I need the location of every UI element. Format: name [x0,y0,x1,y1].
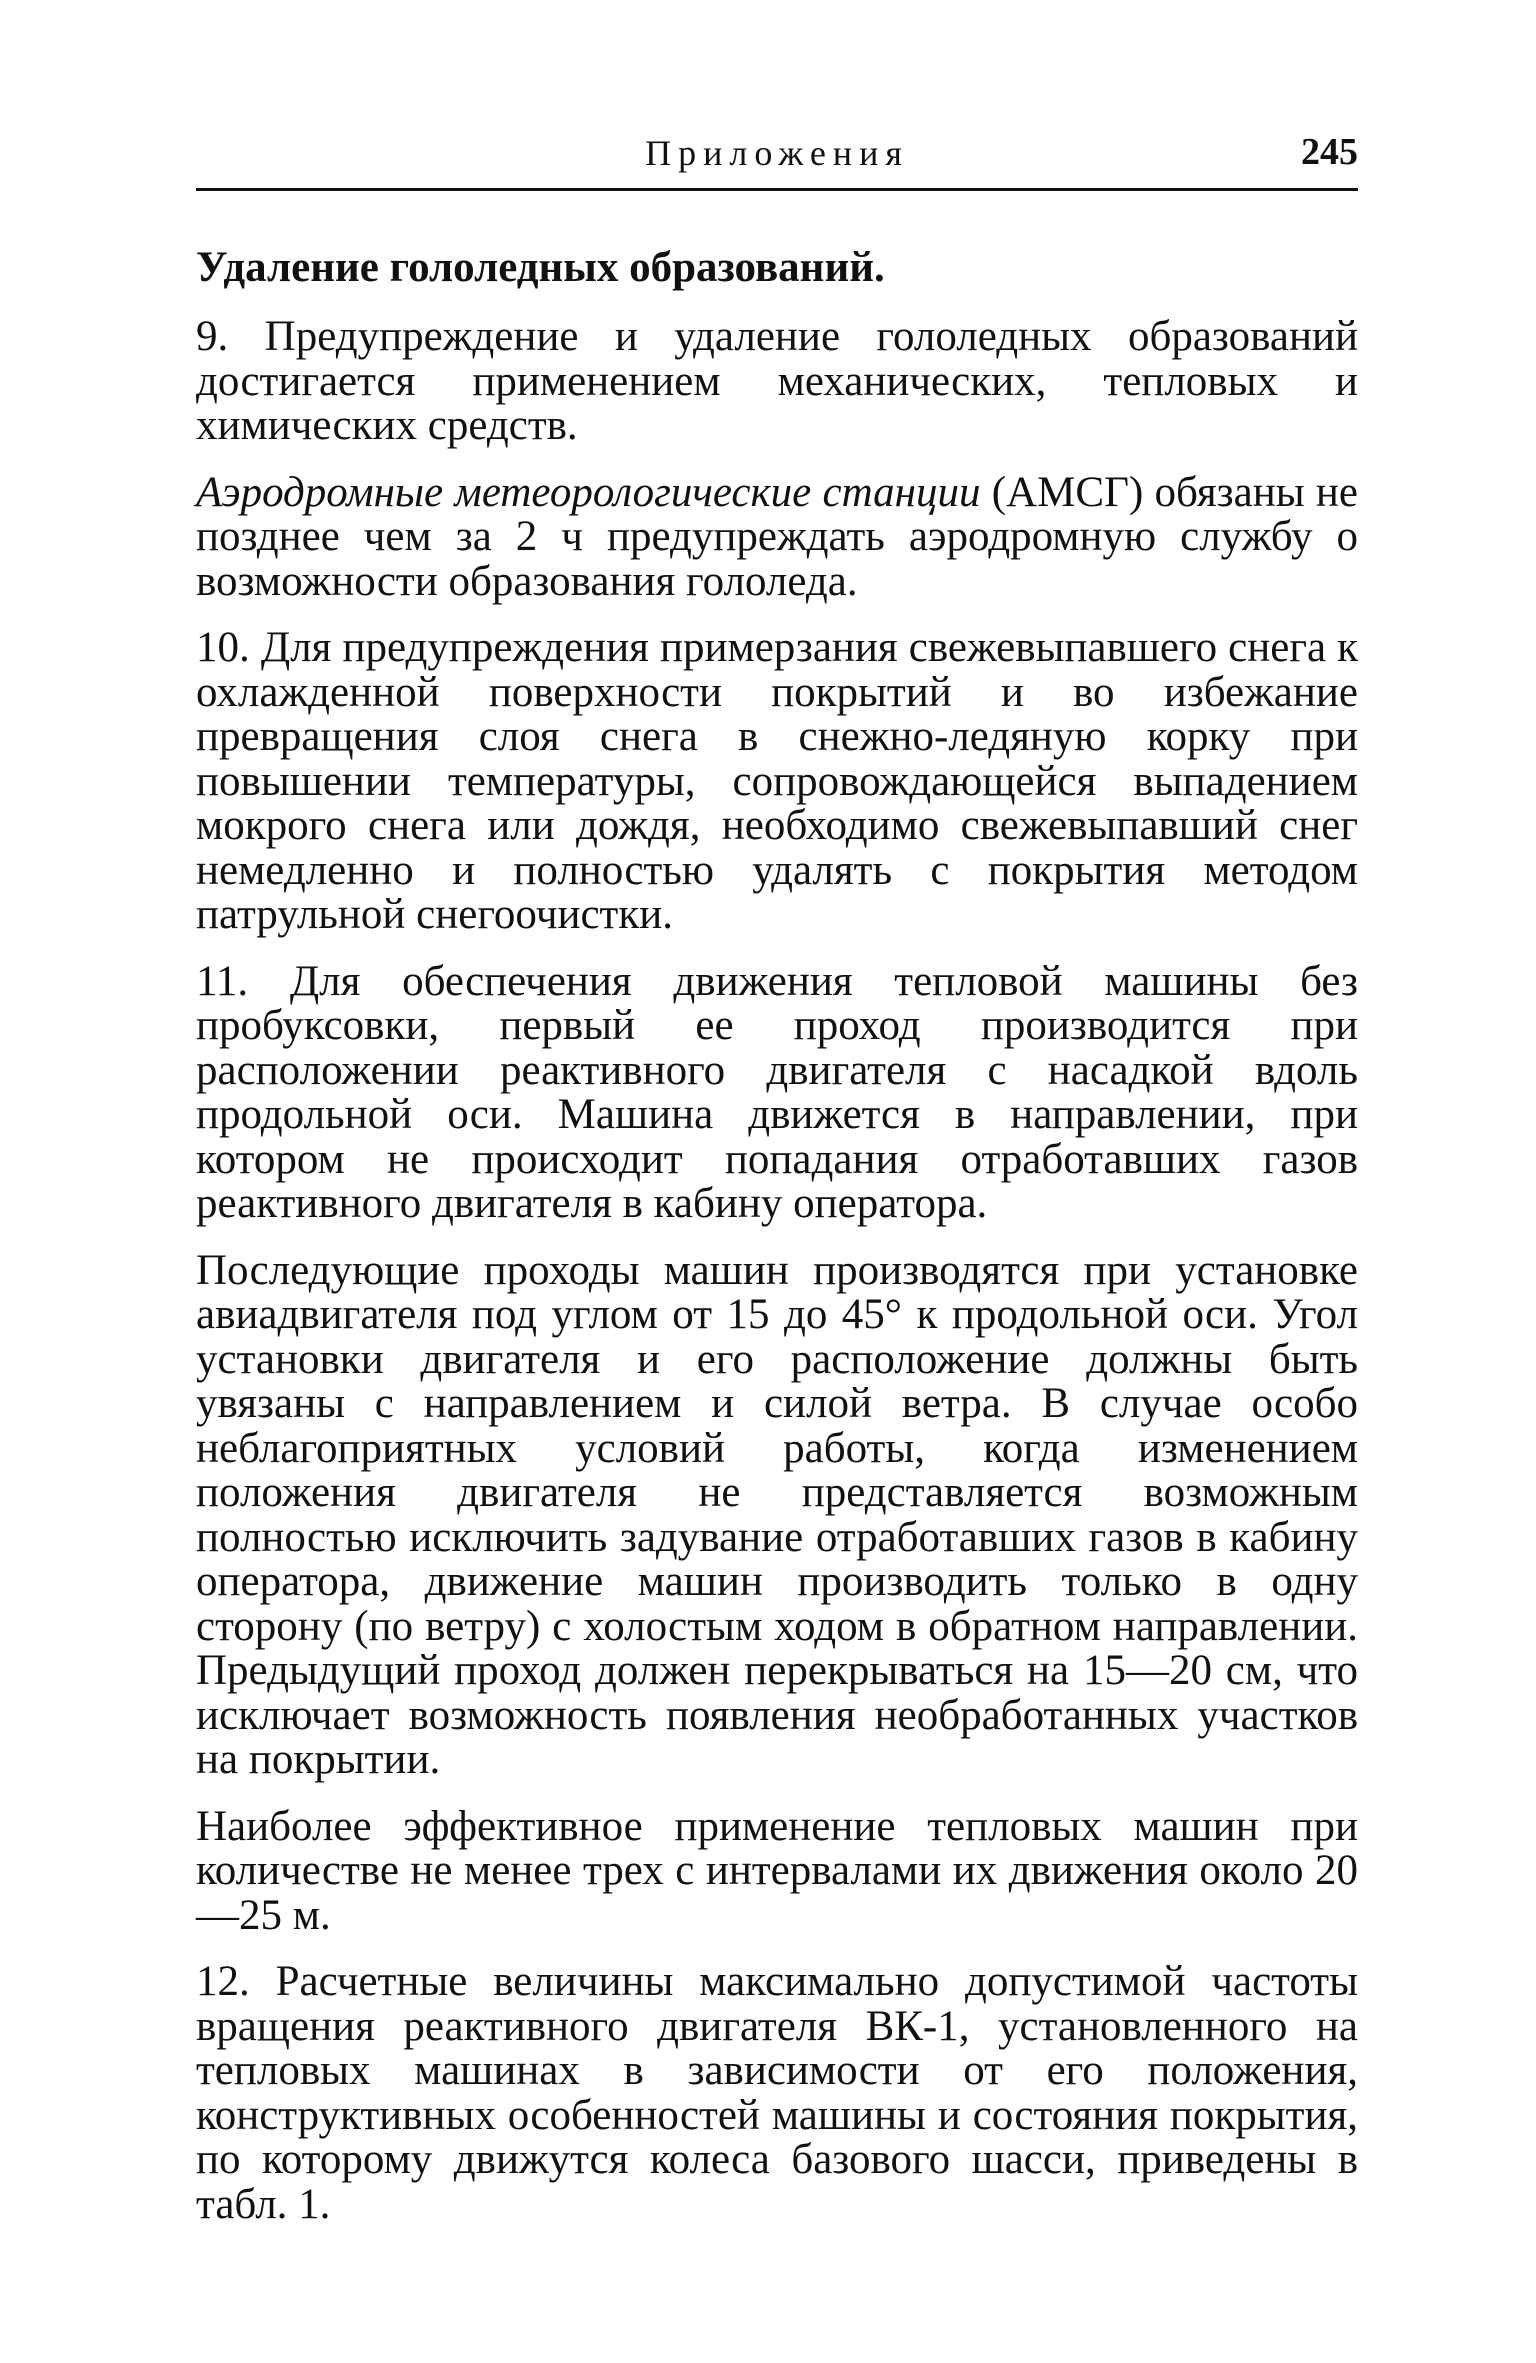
paragraph-effective-use [196,1802,1358,1939]
paragraph-11 [196,957,1358,1227]
page-number: 245 [1301,131,1358,173]
paragraph-9 [196,315,1358,449]
document-page [196,120,1358,2249]
paragraph-text: Наиболее эффективное применение тепловых машин при количестве не менее трех с интервалами их движения около 20—25 м. [196,1802,1358,1939]
paragraph-text: Последующие проходы машин производятся при установке авиадвигателя под углом от 15 до 45° к продольной оси. Угол установки двигателя и его расположение должны быть увязаны с направлением и силой ветра. В случае особо неблагоприятных условий работы, когда изменением положения двигателя не представляется возможным полностью исключить задувание отработавших газов в кабину оператора, движение машин производить только в одну сторону (по ветру) с холостым ходом в обратном направлении. Предыдущий проход должен перекрываться на 15—20 см, что исключает возможность появления необработанных участков на покрытии. [196,1246,1358,1783]
paragraph-amsg [196,468,1359,605]
running-header [196,120,1358,180]
section-heading: Удаление гололедных образований. [196,244,885,291]
header-rule [196,188,1358,191]
paragraph-text: 12. Расчетные величины максимально допустимой частоты вращения реактивного двигателя ВК-1, установленного на тепловых машинах в зависимости от его положения, конструктивных особенностей машины и состояния покрытия, по которому движутся колеса базового шасси, приведены в табл. 1. [196,1958,1358,2228]
paragraph-text: 10. Для предупреждения примерзания свежевыпавшего снега к охлажденной поверхности покрытий и во избежание превращения слоя снега в снежно-ледяную корку при повышении температуры, сопровождающейся выпадением мокрого снега или дождя, необходимо свежевыпавший снег немедленно и полностью удалять с покрытия методом патрульной снегоочистки. [196,624,1358,938]
running-title: Приложения [645,133,909,173]
paragraph-text: 9. Предупреждение и удаление гололедных образований достигается применением механических, тепловых и химических средств. [196,313,1358,449]
paragraph-text: 11. Для обеспечения движения тепловой машины без пробуксовки, первый ее проход производится при расположении реактивного двигателя с насадкой вдоль продольной оси. Машина движется в направлении, при котором не происходит попадания отработавших газов реактивного двигателя в кабину оператора. [196,957,1358,1227]
paragraph-12 [196,1960,1358,2227]
paragraph-10 [196,626,1358,938]
paragraph-text: (АМСГ) обязаны не позднее чем за 2 ч предупреждать аэродромную службу о возможности образования гололеда. [196,468,1359,605]
paragraph-italic-lead: Аэродромные метеорологические станции [196,468,981,516]
paragraph-subsequent-passes [196,1246,1358,1783]
